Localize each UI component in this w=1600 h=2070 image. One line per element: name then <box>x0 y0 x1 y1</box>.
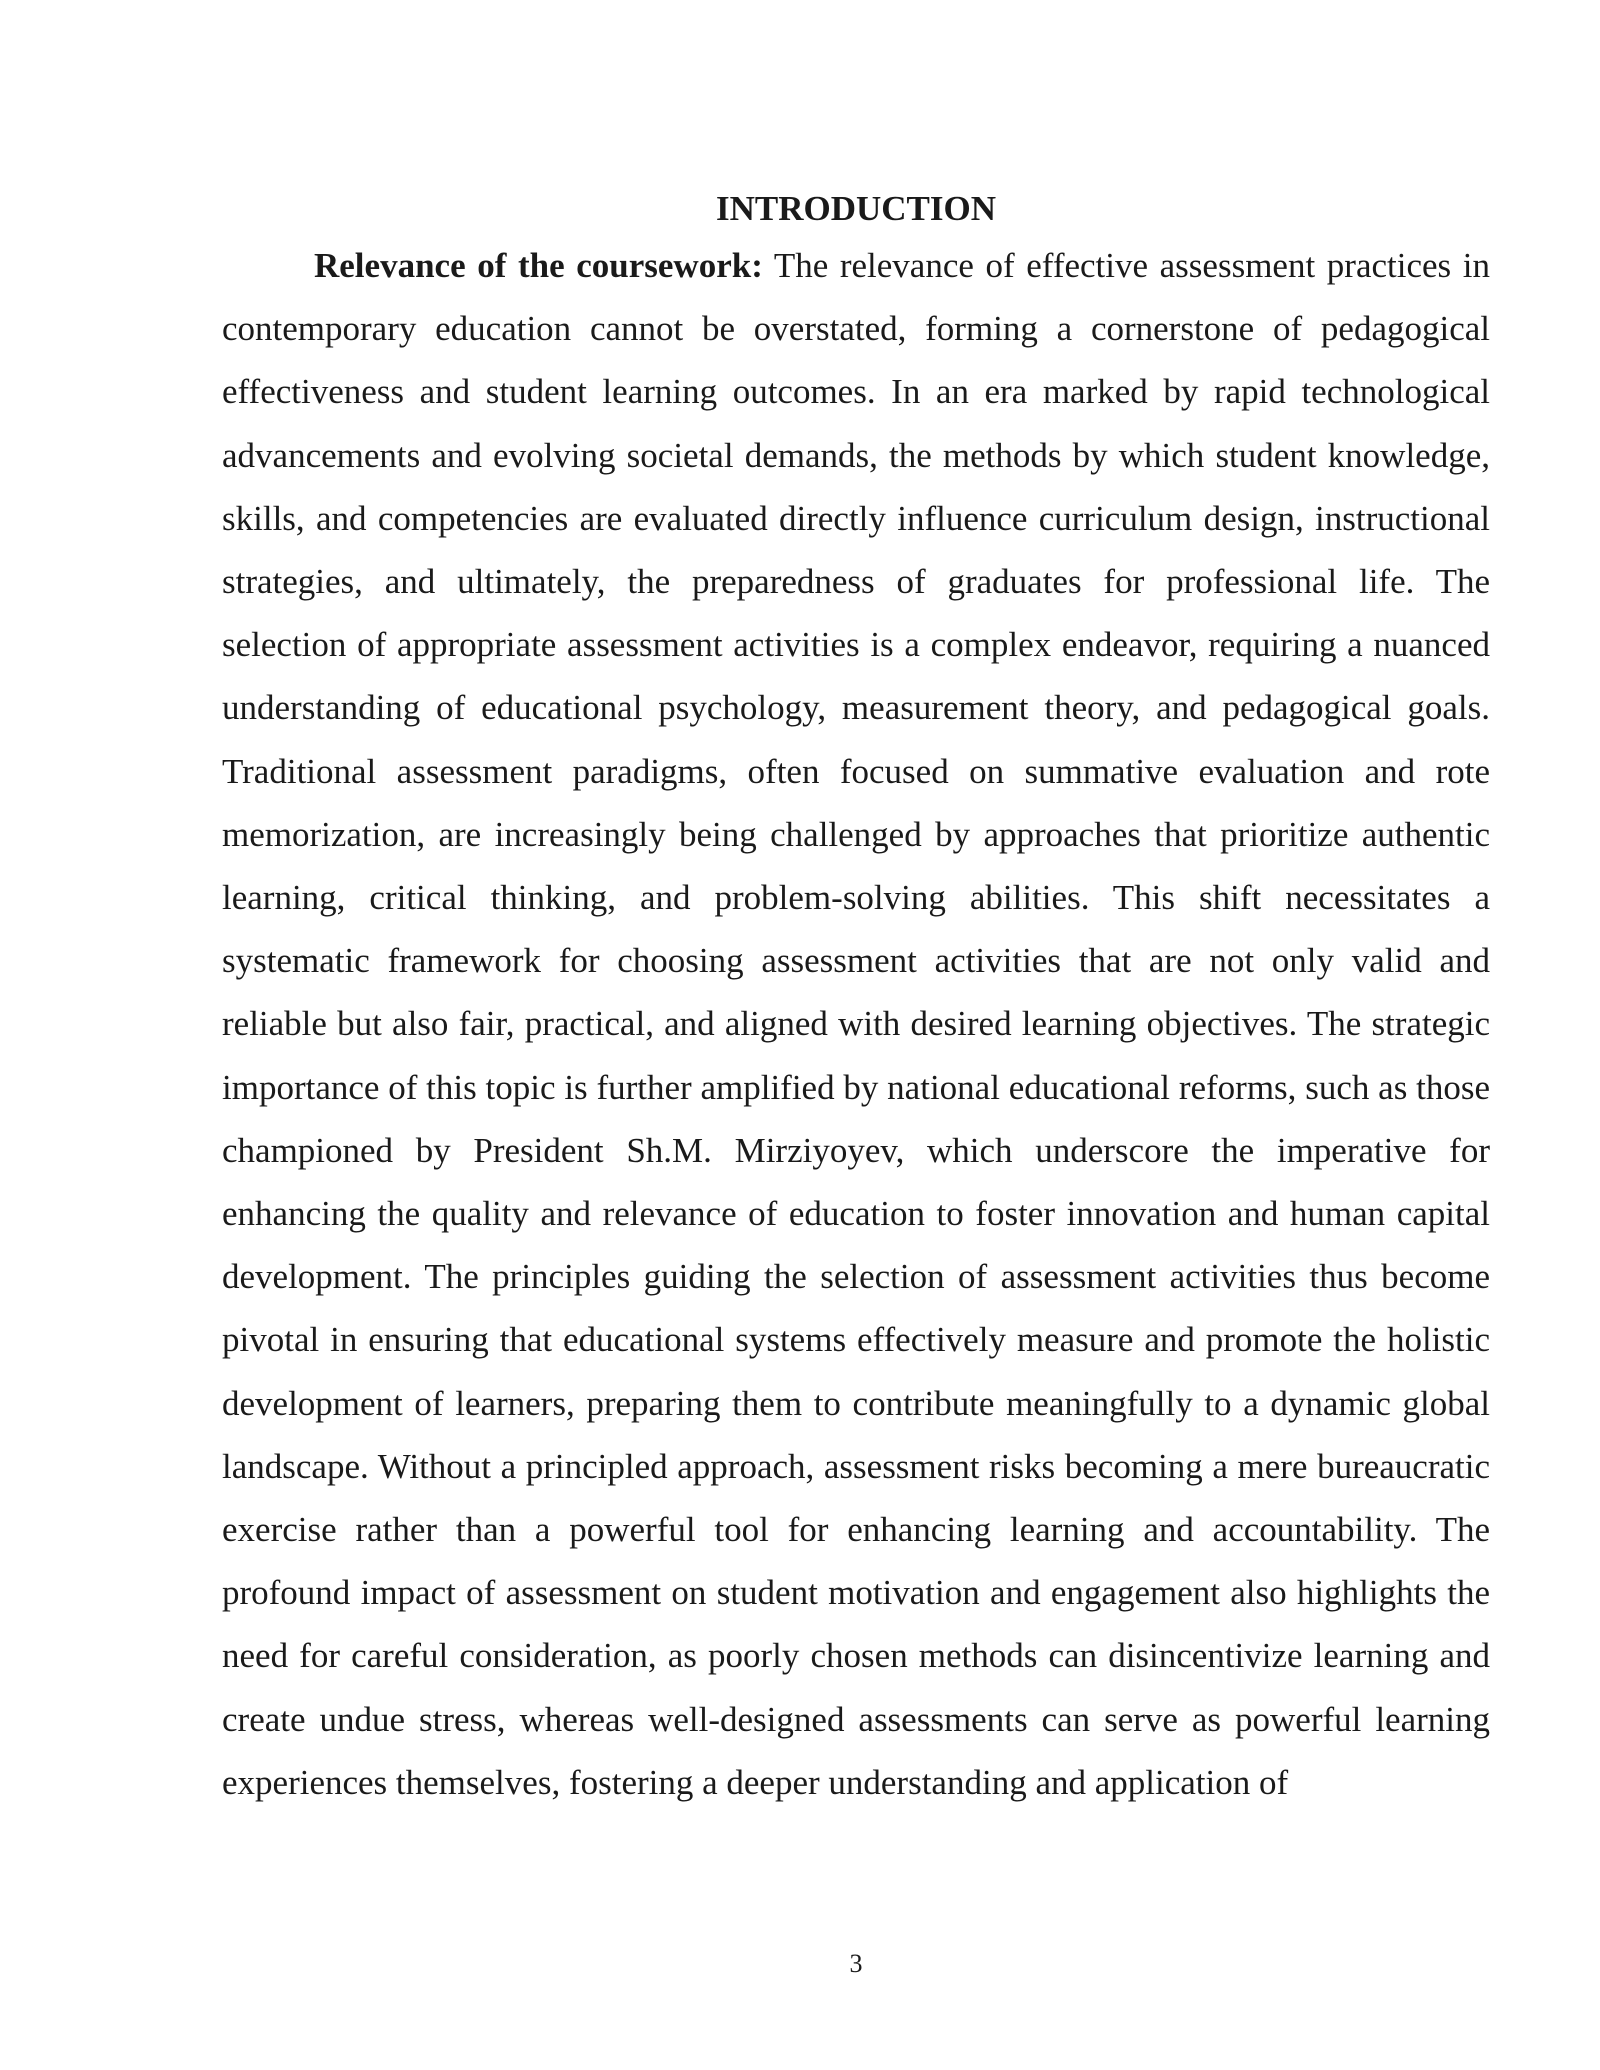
body-paragraph <box>222 234 1490 1814</box>
section-heading: INTRODUCTION <box>715 189 997 228</box>
paragraph-text: The relevance of effective assessment practices in contemporary education cannot be overstated, forming a cornerstone of pedagogical effectiveness and student learning outcomes. In an era marked by rapid technological advancements and evolving societal demands, the methods by which student knowledge, skills, and competencies are evaluated directly influence curriculum design, instructional strategies, and ultimately, the preparedness of graduates for professional life. The selection of appropriate assessment activities is a complex endeavor, requiring a nuanced understanding of educational psychology, measurement theory, and pedagogical goals. Traditional assessment paradigms, often focused on summative evaluation and rote memorization, are increasingly being challenged by approaches that prioritize authentic learning, critical thinking, and problem-solving abilities. This shift necessitates a systematic framework for choosing assessment activities that are not only valid and reliable but also fair, practical, and aligned with desired learning objectives. The strategic importance of this topic is further amplified by national educational reforms, such as those championed by President Sh.M. Mirziyoyev, which underscore the imperative for enhancing the quality and relevance of education to foster innovation and human capital development. The principles guiding the selection of assessment activities thus become pivotal in ensuring that educational systems effectively measure and promote the holistic development of learners, preparing them to contribute meaningfully to a dynamic global landscape. Without a principled approach, assessment risks becoming a mere bureaucratic exercise rather than a powerful tool for enhancing learning and accountability. The profound impact of assessment on student motivation and engagement also highlights the need for careful consideration, as poorly chosen methods can disincentivize learning and create undue stress, whereas well-designed assessments can serve as powerful learning experiences themselves, fostering a deeper understanding and application of <box>222 246 1490 1802</box>
page-number: 3 <box>849 1949 863 1978</box>
heading-container <box>222 186 1490 232</box>
paragraph-lead: Relevance of the coursework: <box>314 246 763 285</box>
